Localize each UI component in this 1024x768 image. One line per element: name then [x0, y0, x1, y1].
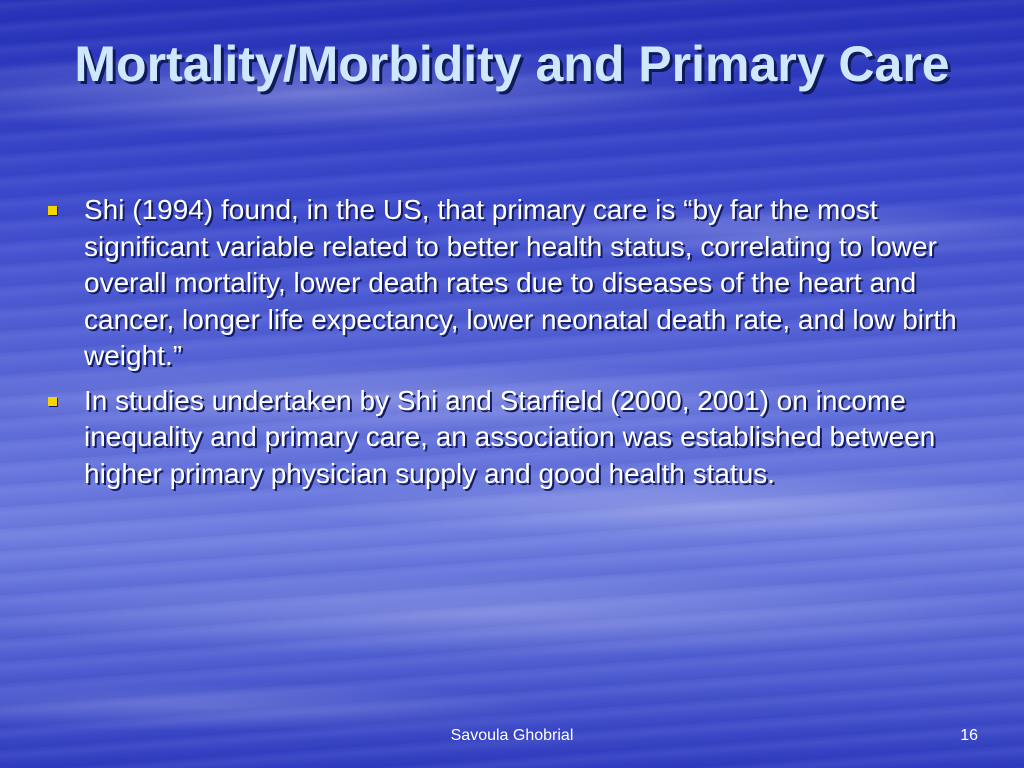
bullet-item	[44, 383, 984, 493]
bullet-list	[44, 192, 984, 500]
bullet-text: Shi (1994) found, in the US, that primary care is “by far the most significant variable related to better health status, correlating to lower overall mortality, lower death rates due to diseases of the heart and cancer, longer life expectancy, lower neonatal death rate, and low birth weight.”	[84, 194, 957, 371]
bullet-item	[44, 192, 984, 375]
bullet-text: In studies undertaken by Shi and Starfield (2000, 2001) on income inequality and primary care, an association was established between higher primary physician supply and good health status.	[84, 384, 936, 489]
slide-number: 16	[960, 727, 978, 744]
footer-author: Savoula Ghobrial	[450, 727, 574, 744]
slide-title: Mortality/Morbidity and Primary Care	[74, 36, 950, 92]
square-bullet-icon	[48, 397, 57, 406]
square-bullet-icon	[48, 206, 57, 215]
